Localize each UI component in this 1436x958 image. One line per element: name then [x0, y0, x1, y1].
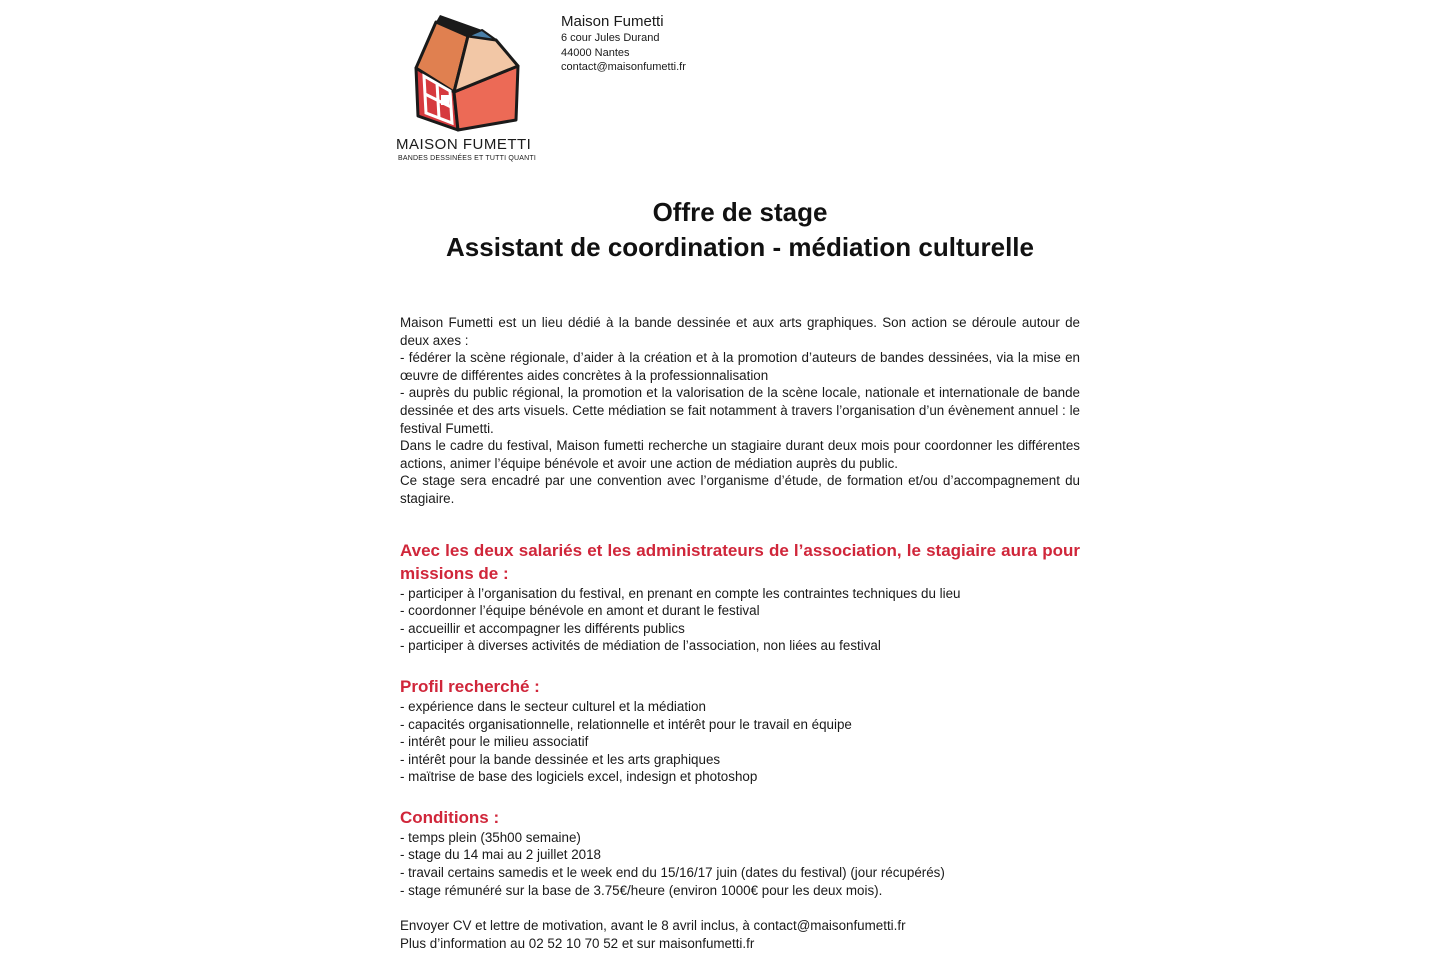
address-street: 6 cour Jules Durand: [561, 32, 660, 44]
list-item: - participer à l’organisation du festival, en prenant en compte les contraintes techniques du lieu: [400, 585, 961, 601]
list-item: - stage rémunéré sur la base de 3.75€/heure (environ 1000€ pour les deux mois).: [400, 882, 883, 898]
list-item: - travail certains samedis et le week end du 15/16/17 juin (dates du festival) (jour récupérés): [400, 865, 945, 881]
list-item: - capacités organisationnelle, relationnelle et intérêt pour le travail en équipe: [400, 716, 852, 732]
list-item: - intérêt pour la bande dessinée et les arts graphiques: [400, 751, 721, 767]
closing-line: Plus d’information au 02 52 10 70 52 et sur maisonfumetti.fr: [400, 935, 755, 951]
intro-paragraph: Ce stage sera encadré par une convention avec l’organisme d’étude, de formation et/ou d’accompagnement du stagiaire.: [400, 473, 1080, 506]
profil-heading: Profil recherché :: [400, 676, 540, 696]
intro-paragraph: - auprès du public régional, la promotion et la valorisation de la scène locale, nationale et internationale de bande dessinée et des arts visuels. Cette médiation se fait notamment à travers l’organisation d’un évènement annuel : le festival Fumetti.: [400, 385, 1080, 436]
conditions-heading: Conditions :: [400, 807, 500, 827]
address-city: 44000 Nantes: [561, 46, 630, 59]
list-item: - temps plein (35h00 semaine): [400, 829, 581, 845]
list-item: - maïtrise de base des logiciels excel, indesign et photoshop: [400, 769, 758, 785]
list-item: - intérêt pour le milieu associatif: [400, 734, 589, 750]
logo-tagline: BANDES DESSINÉES ET TUTTI QUANTI: [398, 155, 536, 162]
list-item: - coordonner l’équipe bénévole en amont et durant le festival: [400, 603, 760, 619]
conditions-list: [400, 829, 1080, 899]
list-item: - stage du 14 mai au 2 juillet 2018: [400, 847, 601, 863]
closing-line: Envoyer CV et lettre de motivation, avant le 8 avril inclus, à contact@maisonfumetti.fr: [400, 918, 906, 934]
title-line-2: Assistant de coordination - médiation culturelle: [446, 232, 1034, 262]
list-item: - participer à diverses activités de médiation de l’association, non liées au festival: [400, 638, 881, 654]
page-title: [380, 195, 1100, 265]
title-line-1: Offre de stage: [652, 197, 828, 227]
intro-paragraph: Maison Fumetti est un lieu dédié à la bande dessinée et aux arts graphiques. Son action se déroule autour de deux axes :: [400, 315, 1080, 348]
logo-name: MAISON FUMETTI: [396, 136, 532, 153]
missions-heading: Avec les deux salariés et les administrateurs de l’association, le stagiaire aura pour missions de :: [400, 540, 1080, 583]
list-item: - accueillir et accompagner les différents publics: [400, 620, 685, 636]
maison-fumetti-logo: [396, 10, 538, 170]
address-block: [561, 12, 686, 75]
intro-paragraph: - fédérer la scène régionale, d’aider à la création et à la promotion d’auteurs de bandes dessinées, via la mise en œuvre de différentes aides concrètes à la professionnalisation: [400, 350, 1080, 383]
closing-section: [400, 917, 1080, 952]
missions-list: [400, 585, 1080, 655]
house-pencil-icon: [396, 10, 538, 132]
address-email[interactable]: contact@maisonfumetti.fr: [561, 61, 686, 73]
intro-section: [400, 314, 1080, 508]
list-item: - expérience dans le secteur culturel et la médiation: [400, 698, 706, 714]
address-org: Maison Fumetti: [561, 13, 664, 30]
intro-paragraph: Dans le cadre du festival, Maison fumetti recherche un stagiaire durant deux mois pour coordonner les différentes actions, animer l’équipe bénévole et avoir une action de médiation auprès du public.: [400, 438, 1080, 471]
profil-list: [400, 698, 1080, 786]
job-offer-body: [400, 314, 1080, 952]
